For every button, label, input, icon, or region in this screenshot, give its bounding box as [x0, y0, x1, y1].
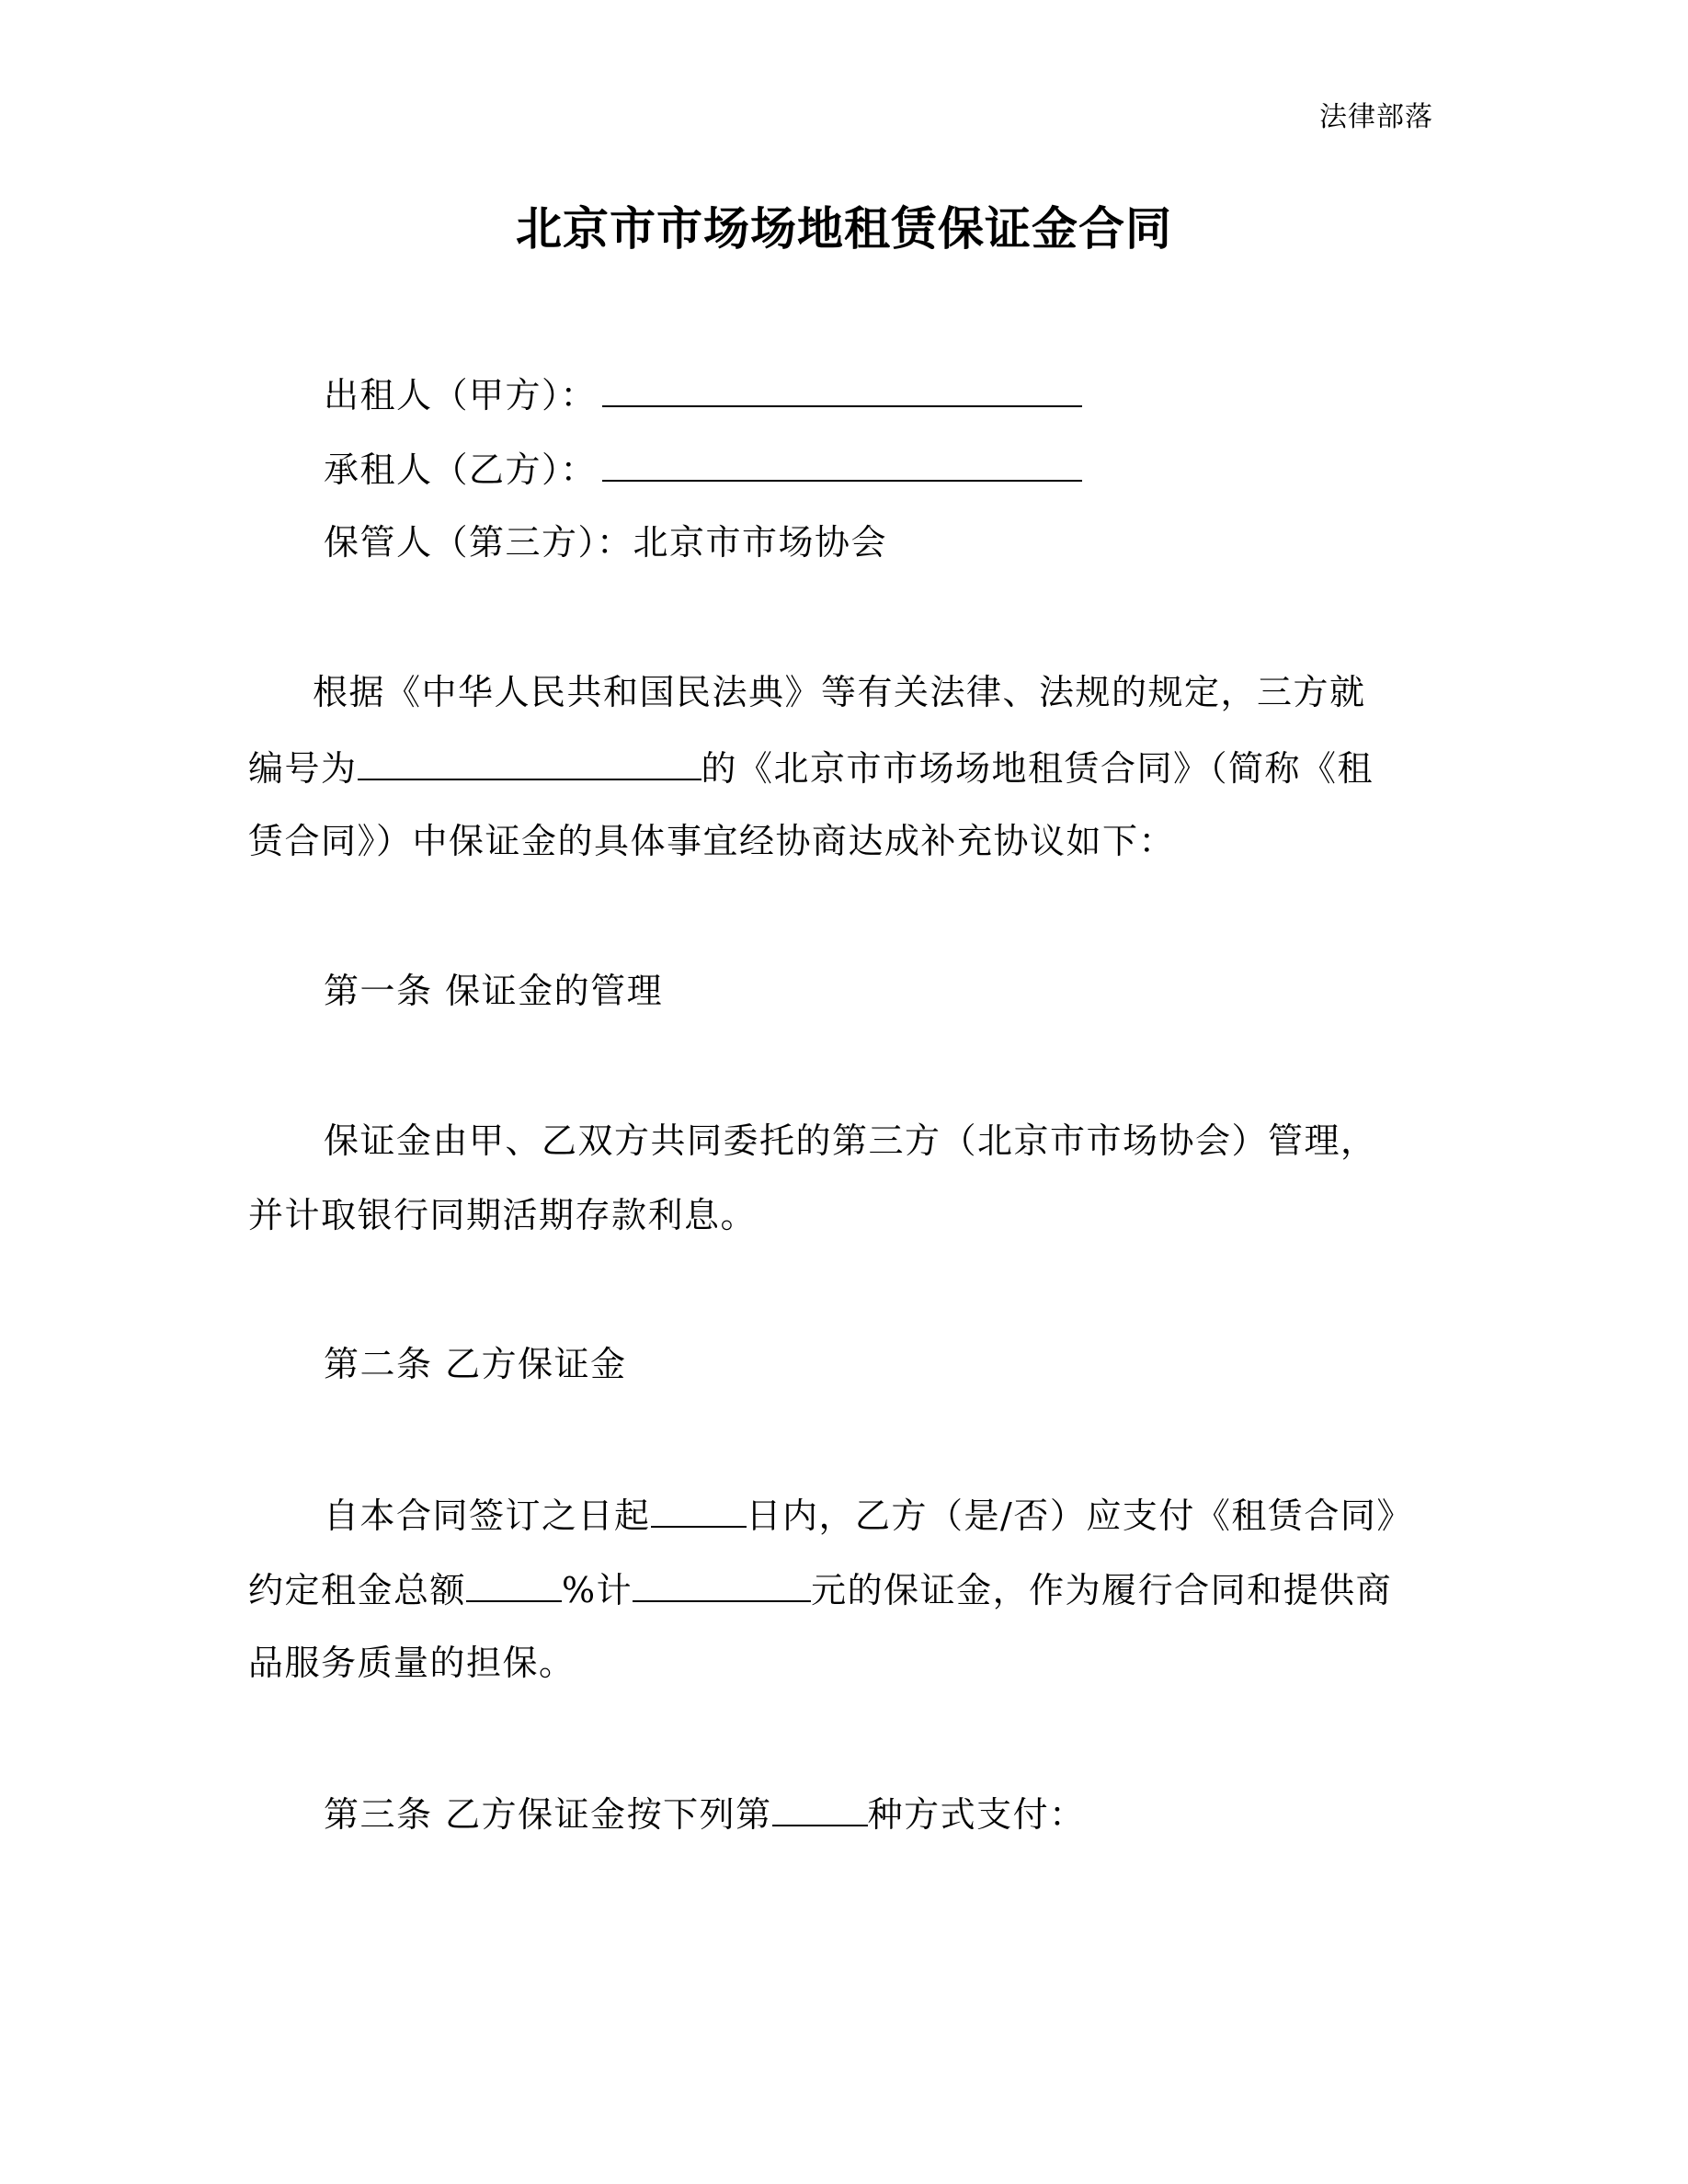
article-1-line-1: 保证金由甲、乙双方共同委托的第三方（北京市市场协会）管理，: [324, 1120, 1377, 1161]
lessee-blank[interactable]: [602, 445, 1082, 482]
preamble-line-2-suffix: 的《北京市市场场地租赁合同》（简称《租: [701, 748, 1374, 789]
article-2-line-2-part-2: %计: [562, 1570, 633, 1610]
preamble-line-2: [248, 744, 1374, 791]
lessor-line: [324, 370, 1082, 418]
header-brand: 法律部落: [1319, 101, 1433, 133]
custodian-label: 保管人（第三方）：: [324, 522, 633, 563]
preamble-line-1: 根据《中华人民共和国民法典》等有关法律、法规的规定，三方就: [313, 672, 1366, 712]
lessor-blank[interactable]: [602, 370, 1082, 407]
article-2-line-2: [248, 1565, 1392, 1613]
article-2-line-1-part-2: 日内，乙方（是/否）应支付《租赁合同》: [746, 1496, 1413, 1536]
article-2-heading: 第二条 乙方保证金: [324, 1344, 627, 1384]
preamble-line-3: 赁合同》）中保证金的具体事宜经协商达成补充协议如下：: [248, 821, 1176, 861]
article-2-line-2-part-3: 元的保证金，作为履行合同和提供商: [811, 1570, 1393, 1610]
article-1-heading: 第一条 保证金的管理: [324, 971, 664, 1011]
lessee-label: 承租人（乙方）：: [324, 449, 598, 490]
article-2-line-1-part-1: 自本合同签订之日起: [324, 1496, 651, 1536]
preamble-line-2-prefix: 编号为: [248, 748, 358, 789]
article-1-line-2: 并计取银行同期活期存款利息。: [248, 1195, 758, 1235]
document-title: 北京市市场场地租赁保证金合同: [516, 201, 1172, 256]
amount-blank[interactable]: [633, 1565, 811, 1602]
article-3-heading: [324, 1790, 1086, 1837]
article-2-line-3: 品服务质量的担保。: [248, 1643, 576, 1683]
article-2-line-1: [324, 1491, 1413, 1539]
article-2-line-2-part-1: 约定租金总额: [248, 1570, 467, 1610]
percent-blank[interactable]: [466, 1565, 562, 1602]
article-3-heading-part-2: 种方式支付：: [867, 1794, 1086, 1835]
lessee-line: [324, 445, 1082, 493]
lessor-label: 出租人（甲方）：: [324, 375, 598, 415]
custodian-value: 北京市市场协会: [633, 522, 888, 563]
days-blank[interactable]: [651, 1491, 747, 1528]
custodian-line: [324, 519, 887, 565]
payment-method-blank[interactable]: [772, 1790, 868, 1826]
article-3-heading-part-1: 第三条 乙方保证金按下列第: [324, 1794, 772, 1835]
contract-number-blank[interactable]: [358, 744, 701, 780]
